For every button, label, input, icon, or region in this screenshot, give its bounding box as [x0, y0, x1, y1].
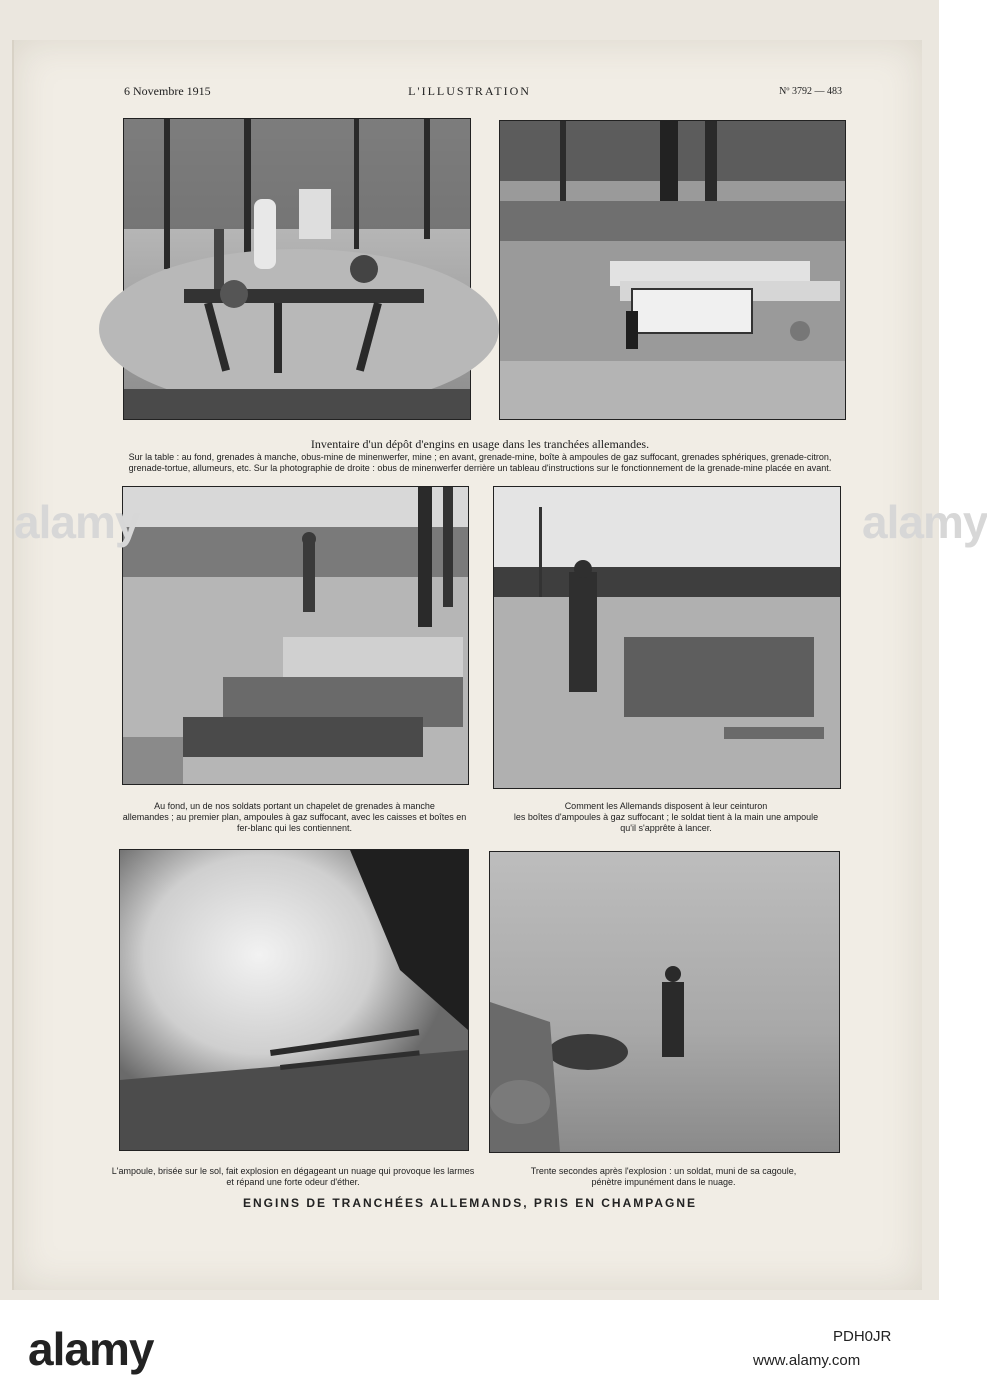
issue-date: 6 Novembre 1915 [124, 84, 211, 98]
photo-minenwerfer-shells [499, 120, 846, 420]
caption-bot-left-1: L'ampoule, brisée sur le sol, fait explosion en dégageant un nuage qui provoque les larmes [111, 1166, 475, 1176]
photo-soldier-in-cloud [489, 851, 840, 1153]
caption-mid-left-2: allemandes ; au premier plan, ampoules à gaz suffocant, avec les caisses et boîtes en [122, 812, 467, 822]
caption-mid-right-2: les boîtes d'ampoules à gaz suffocant ; le soldat tient à la main une ampoule [513, 812, 819, 822]
caption-top-title: Inventaire d'un dépôt d'engins en usage dans les tranchées allemandes. [310, 437, 650, 451]
caption-top-line1: Sur la table : au fond, grenades à manche, obus-mine de minenwerfer, mine ; en avant, grenade-mine, boîte à ampoules de gaz suffocant, grenades sphériques, grenade-citron, [128, 452, 832, 462]
caption-mid-left-1: Au fond, un de nos soldats portant un chapelet de grenades à manche [154, 801, 435, 811]
caption-mid-right-1: Comment les Allemands disposent à leur ceinturon [564, 801, 768, 811]
caption-bot-right-1: Trente secondes après l'explosion : un soldat, muni de sa cagoule, [530, 1166, 797, 1176]
caption-top-line2: grenade-tortue, allumeurs, etc. Sur la photographie de droite : obus de minenwerfer derrière un tableau d'instructions sur le fonctionnement de la grenade-mine placée en avant. [128, 463, 832, 473]
photo-gas-cloud-explosion [119, 849, 469, 1151]
photo-soldier-grenade-string [122, 486, 469, 785]
main-page-title: ENGINS DE TRANCHÉES ALLEMANDS, PRIS EN CHAMPAGNE [242, 1196, 698, 1210]
watermark-right: alamy [862, 496, 987, 548]
stock-image-id: PDH0JR [833, 1328, 892, 1345]
photo-soldier-belt-ampoules [493, 486, 841, 789]
magazine-title: L'ILLUSTRATION [408, 84, 531, 98]
alamy-logo: alamy [28, 1323, 154, 1375]
watermark-left: alamy [14, 496, 140, 548]
issue-page-number: Nº 3792 — 483 [779, 86, 842, 97]
photo-table-grenades [123, 118, 471, 420]
caption-bot-right-2: pénètre impunément dans le nuage. [591, 1177, 736, 1187]
caption-mid-left-3: fer-blanc qui les contiennent. [236, 823, 353, 833]
stock-url: www.alamy.com [753, 1352, 861, 1369]
caption-mid-right-3: qu'il s'apprête à lancer. [620, 823, 712, 833]
caption-bot-left-2: et répand une forte odeur d'éther. [226, 1177, 360, 1187]
